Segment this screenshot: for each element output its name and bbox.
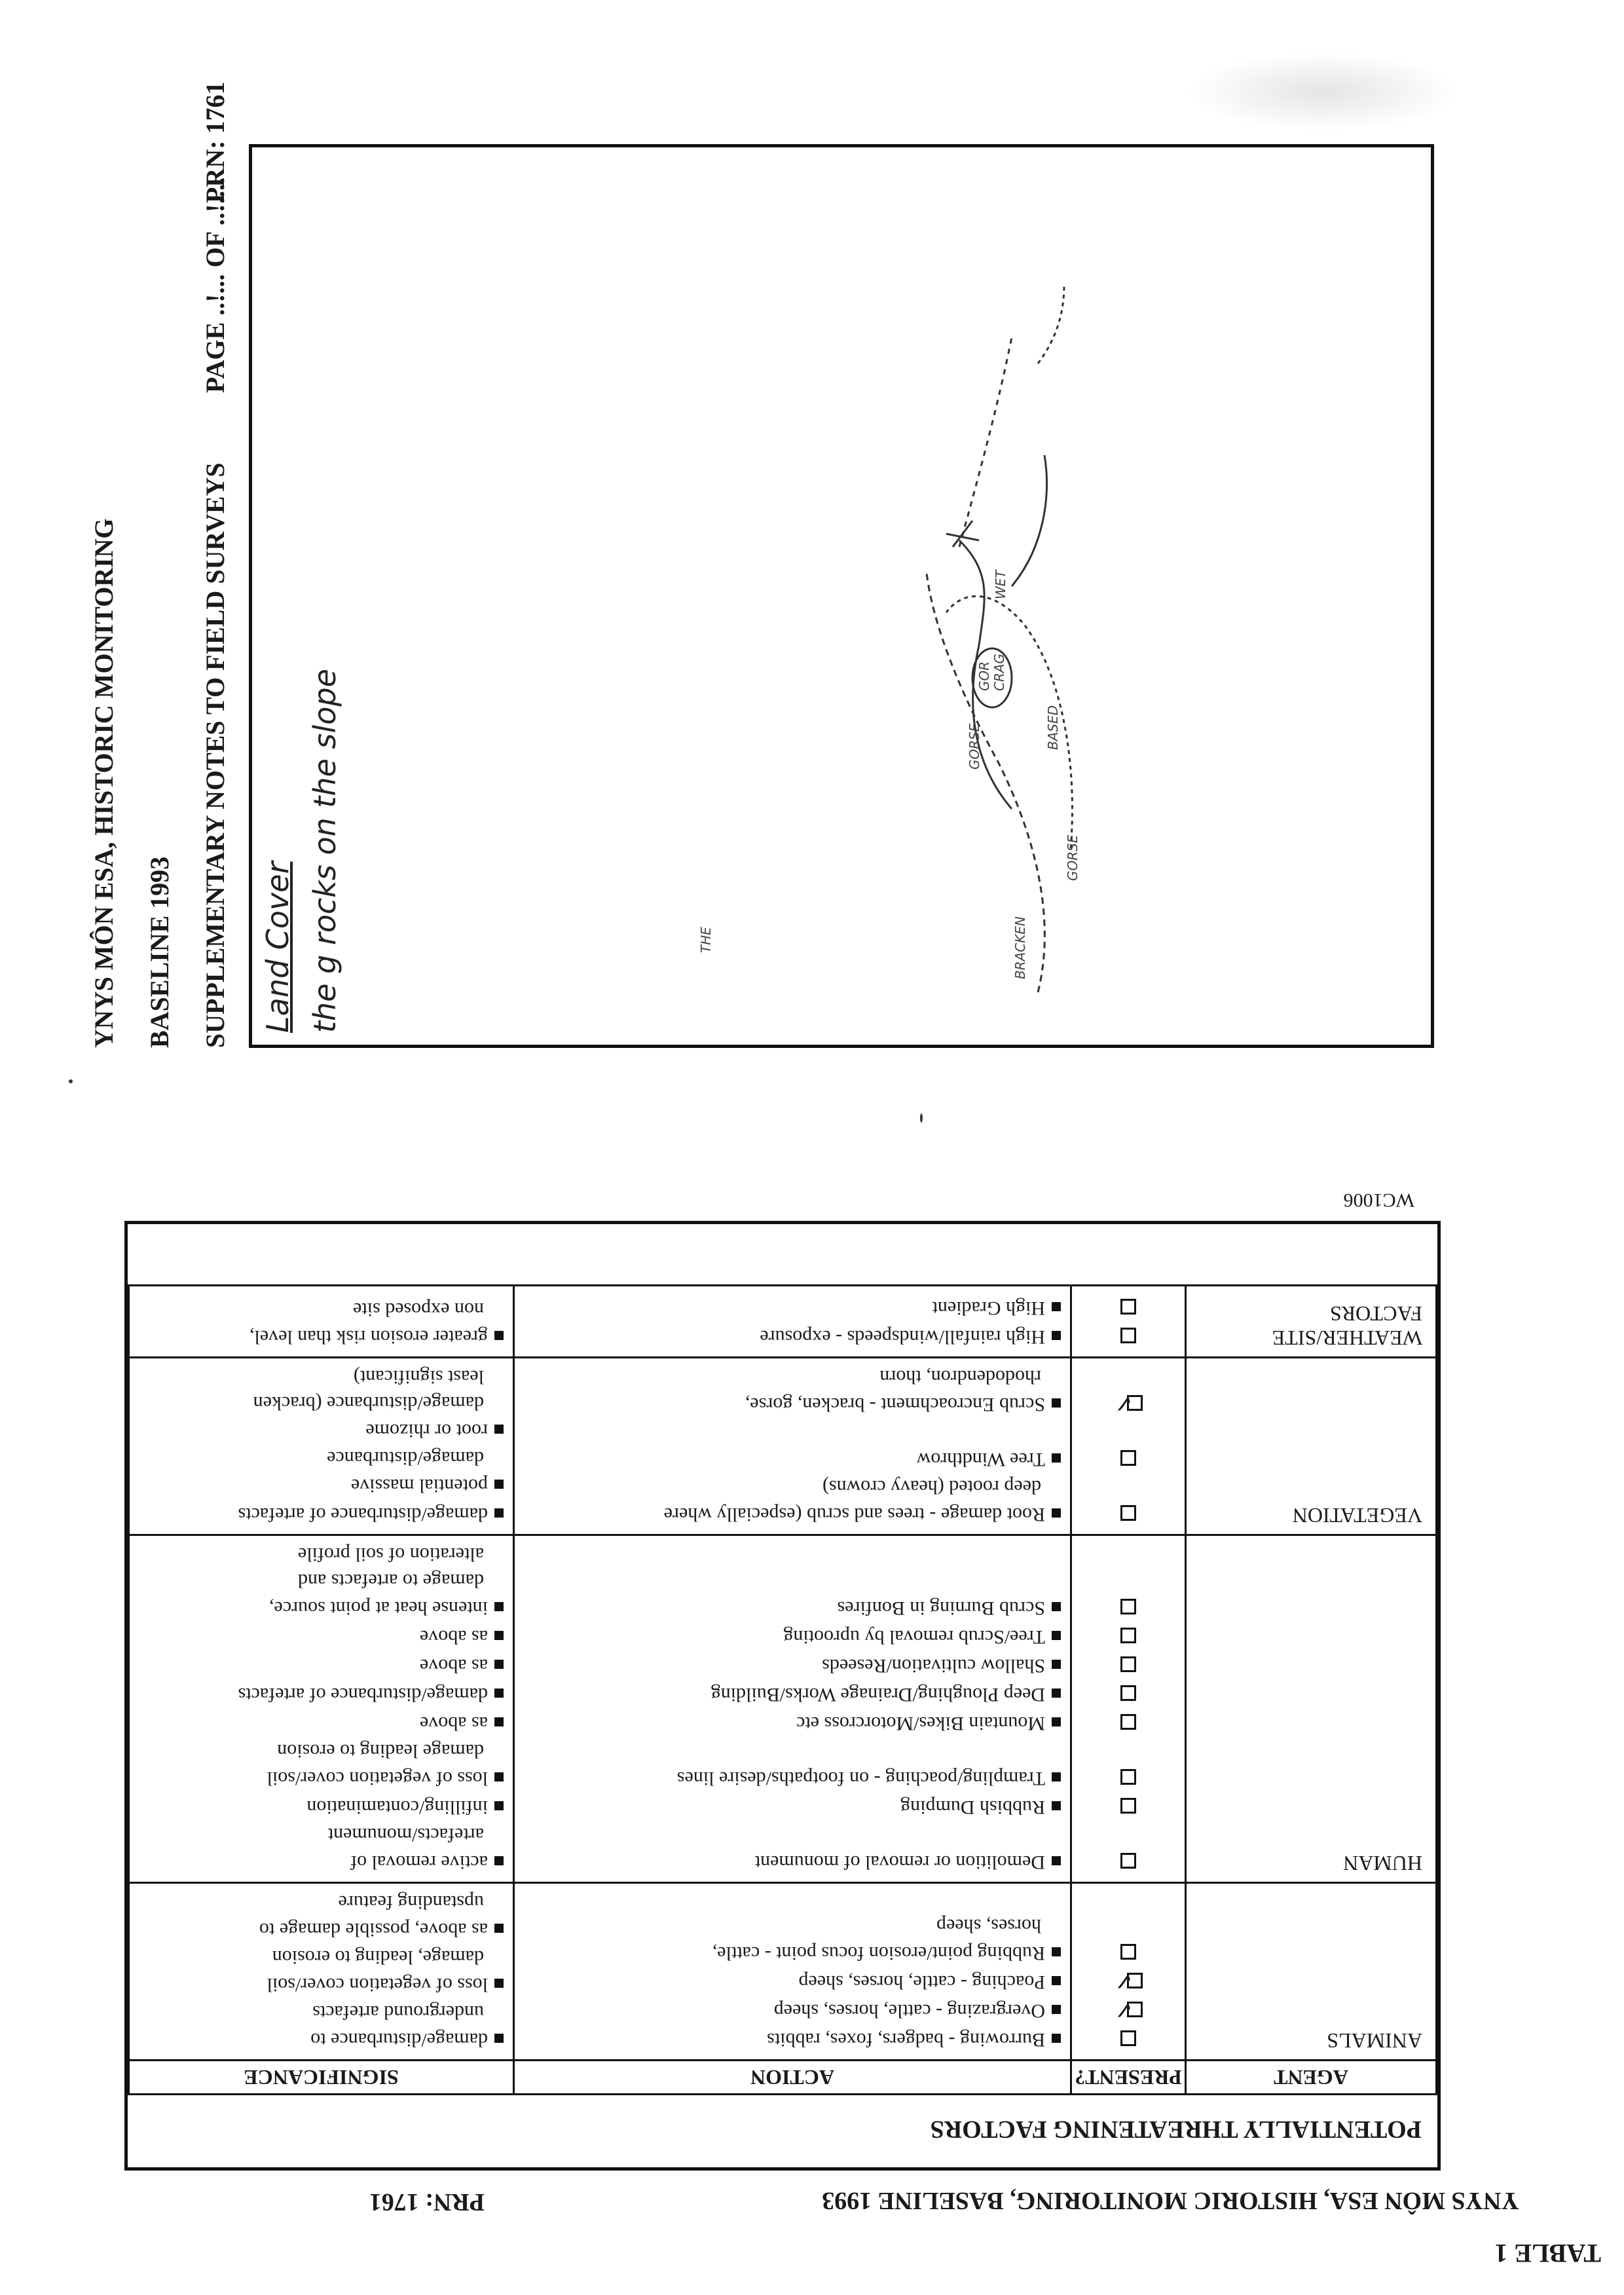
- supplementary-notes-sheet: [39, 39, 1454, 1048]
- action-cell: [514, 1286, 1071, 1358]
- bullet-icon: [1052, 1772, 1061, 1782]
- significance-subtext: alteration of soil profile: [297, 1544, 484, 1565]
- significance-text: loss of vegetation cover/soil: [267, 1768, 488, 1789]
- significance-cell: [129, 1535, 514, 1883]
- action-text: Overgrazing - cattle, horses, sheep: [773, 2000, 1045, 2022]
- bullet-icon: [494, 1772, 504, 1782]
- significance-text: root or rhizome: [365, 1420, 488, 1442]
- significance-text: infilling/contamination: [306, 1797, 488, 1818]
- action-text: High rainfall/windspeeds - exposure: [760, 1326, 1045, 1348]
- present-checkbox[interactable]: [1120, 1853, 1136, 1869]
- bullet-icon: [494, 1480, 504, 1489]
- bullet-icon: [1052, 1856, 1061, 1865]
- significance-text: loss of vegetation cover/soil: [267, 1974, 488, 1996]
- significance-text: as above: [419, 1626, 488, 1648]
- table-row: [129, 1883, 1437, 2061]
- table-row: [129, 1286, 1437, 1358]
- bullet-icon: [1052, 1453, 1061, 1463]
- present-checkbox[interactable]: [1120, 1628, 1136, 1643]
- present-cell: [1071, 1535, 1186, 1883]
- bullet-icon: [494, 1508, 504, 1518]
- bullet-icon: [1052, 1976, 1061, 1985]
- bullet-icon: [1052, 1331, 1061, 1340]
- agent-vegetation: VEGETATION: [1186, 1358, 1437, 1535]
- bullet-icon: [494, 1602, 504, 1611]
- sketch-label: GOR: [976, 661, 992, 691]
- significance-subtext: damage/disturbance: [327, 1447, 484, 1469]
- action-text: Trampling/poaching - on footpaths/desire lines: [676, 1768, 1045, 1789]
- action-text: Deep Ploughing/Drainage Works/Building: [710, 1684, 1045, 1706]
- action-text: Shallow cultivation/Reseeds: [822, 1655, 1045, 1677]
- agent-animals: ANIMALS: [1186, 1883, 1437, 2061]
- bullet-icon: [1052, 1398, 1061, 1408]
- col-significance: SIGNIFICANCE: [129, 2061, 514, 2095]
- bullet-icon: [1052, 1717, 1061, 1726]
- significance-cell: [129, 1883, 514, 2061]
- bullet-icon: [1052, 1689, 1061, 1698]
- header-supplementary: SUPPLEMENTARY NOTES TO FIELD SURVEYS: [200, 462, 230, 1048]
- sketch-label: WET: [993, 570, 1008, 599]
- significance-text: as above: [419, 1713, 488, 1734]
- bullet-icon: [1052, 1602, 1061, 1611]
- action-subtext: horses, sheep: [936, 1915, 1041, 1937]
- action-text: Tree/Scrub removal by uprooting: [783, 1626, 1045, 1648]
- sketch-label: THE: [698, 927, 714, 953]
- action-subtext: rhododendron, thorn: [879, 1366, 1041, 1388]
- action-subtext: deep rooted (heavy crowns): [822, 1476, 1041, 1498]
- significance-text: damage/disturbance to: [310, 2029, 488, 2051]
- agent-human: HUMAN: [1186, 1535, 1437, 1883]
- present-checkbox[interactable]: [1120, 1656, 1136, 1672]
- bullet-icon: [1052, 1508, 1061, 1518]
- significance-text: potential massive: [350, 1475, 488, 1497]
- present-checkbox[interactable]: [1120, 1299, 1136, 1315]
- action-text: High Gradient: [932, 1297, 1045, 1319]
- sketch-note-rocks: the g rocks on the slope: [307, 669, 342, 1033]
- bullet-icon: [1052, 1631, 1061, 1640]
- table-prn: PRN: 1761: [369, 2188, 485, 2216]
- form-code: WC1006: [1343, 1189, 1414, 1211]
- sketch-box: [249, 144, 1434, 1048]
- bullet-icon: [494, 1801, 504, 1810]
- sketch-note-land-cover: Land Cover: [260, 861, 295, 1033]
- action-text: Rubbing point/erosion focus point - cattle,: [712, 1943, 1045, 1964]
- bullet-icon: [494, 1924, 504, 1933]
- bullet-icon: [1052, 1947, 1061, 1956]
- significance-text: as above, possible damage to: [259, 1919, 488, 1941]
- header-baseline: BASELINE 1993: [145, 856, 174, 1048]
- col-agent: AGENT: [1186, 2061, 1437, 2095]
- significance-text: damage/disturbance of artefacts: [238, 1504, 488, 1525]
- bullet-icon: [494, 1979, 504, 1988]
- table-label: TABLE 1: [1494, 2239, 1601, 2268]
- significance-subtext: non exposed site: [353, 1299, 484, 1320]
- present-checkbox[interactable]: [1120, 1505, 1136, 1521]
- bullet-icon: [494, 1331, 504, 1340]
- present-checkbox[interactable]: [1120, 1944, 1136, 1960]
- action-text: Scrub Encroachment - bracken, gorse,: [745, 1394, 1045, 1415]
- significance-subtext: artefacts/monument: [327, 1824, 484, 1846]
- present-cell: [1071, 1286, 1186, 1358]
- col-action: ACTION: [514, 2061, 1071, 2095]
- significance-cell: [129, 1358, 514, 1535]
- bullet-icon: [1052, 2005, 1061, 2014]
- action-text: Root damage - trees and scrub (especially where: [663, 1504, 1045, 1525]
- bullet-icon: [494, 1689, 504, 1698]
- action-text: Burrowing - badgers, foxes, rabbits: [767, 2029, 1045, 2051]
- header-prn: PRN: 1761: [200, 81, 230, 203]
- bullet-icon: [494, 1856, 504, 1865]
- threat-table-sheet: [0, 1142, 1624, 2295]
- significance-text: as above: [419, 1655, 488, 1677]
- action-cell: [514, 1358, 1071, 1535]
- action-text: Scrub Burning in Bonfires: [837, 1597, 1045, 1619]
- header-page: PAGE ..!... OF ..!....: [200, 177, 230, 393]
- site-sketch: [252, 147, 1431, 1045]
- significance-subtext: damage/disturbance (bracken: [253, 1392, 484, 1414]
- present-checkbox[interactable]: [1120, 2030, 1136, 2046]
- threat-table: [128, 1284, 1437, 2095]
- agent-weather: WEATHER/SITE FACTORS: [1186, 1286, 1437, 1358]
- bullet-icon: [1052, 1302, 1061, 1311]
- checkmark-icon: ✓: [1113, 1996, 1134, 2023]
- present-checkbox[interactable]: [1120, 1328, 1136, 1343]
- present-checkbox[interactable]: [1120, 1714, 1136, 1730]
- table-row: [129, 1535, 1437, 1883]
- action-text: Tree Windthrow: [916, 1449, 1045, 1470]
- bullet-icon: [1052, 1660, 1061, 1669]
- table-row: [129, 1358, 1437, 1535]
- scan-speck: [69, 1079, 73, 1083]
- action-text: Rubbish Dumping: [900, 1797, 1045, 1818]
- significance-subtext: least significant): [353, 1366, 484, 1388]
- significance-text: greater erosion risk than level,: [249, 1326, 488, 1348]
- present-cell: [1071, 1883, 1186, 2061]
- bullet-icon: [494, 1660, 504, 1669]
- significance-subtext: damage, leading to erosion: [272, 1947, 484, 1968]
- bullet-icon: [1052, 1801, 1061, 1810]
- significance-subtext: damage leading to erosion: [277, 1740, 484, 1762]
- significance-subtext: upstanding feature: [338, 1892, 484, 1913]
- header-title: YNYS MÔN ESA, HISTORIC MONITORING: [89, 518, 119, 1048]
- present-checkbox[interactable]: [1120, 1450, 1136, 1466]
- sketch-label: GORSE: [1065, 834, 1080, 881]
- action-text: Mountain Bikes/Motorcross etc: [796, 1713, 1045, 1734]
- bullet-icon: [494, 1425, 504, 1434]
- sketch-label: GORSE: [967, 723, 982, 770]
- present-checkbox[interactable]: [1120, 1769, 1136, 1785]
- significance-text: active removal of: [350, 1852, 488, 1873]
- action-text: Demolition or removal of monument: [754, 1852, 1045, 1873]
- bullet-icon: [494, 1631, 504, 1640]
- sketch-label: BRACKEN: [1012, 916, 1028, 979]
- threat-frame: [124, 1221, 1441, 2171]
- action-cell: [514, 1535, 1071, 1883]
- checkmark-icon: ✓: [1113, 1389, 1134, 1417]
- significance-subtext: underground artefacts: [312, 2002, 484, 2023]
- checkmark-icon: ✓: [1113, 1967, 1134, 1994]
- significance-subtext: damage to artefacts and: [297, 1570, 484, 1592]
- sketch-label: BASED: [1045, 705, 1061, 750]
- table-title: YNYS MÔN ESA, HISTORIC MONITORING, BASELINE 1993: [822, 2187, 1519, 2214]
- significance-cell: [129, 1286, 514, 1358]
- bullet-icon: [494, 1717, 504, 1726]
- action-cell: [514, 1883, 1071, 2061]
- frame-title: POTENTIALLY THREATENING FACTORS: [930, 2116, 1422, 2143]
- sketch-label: CRAG: [991, 653, 1007, 691]
- present-checkbox[interactable]: [1120, 1685, 1136, 1701]
- action-text: Poaching - cattle, horses, sheep: [798, 1971, 1045, 1993]
- present-cell: [1071, 1358, 1186, 1535]
- significance-text: intense heat at point source,: [268, 1597, 488, 1619]
- col-present: PRESENT?: [1071, 2061, 1186, 2095]
- significance-text: damage/disturbance of artefacts: [238, 1684, 488, 1706]
- present-checkbox[interactable]: [1120, 1798, 1136, 1814]
- bullet-icon: [1052, 2034, 1061, 2043]
- present-checkbox[interactable]: [1120, 1599, 1136, 1614]
- scan-speck: [920, 1113, 923, 1123]
- bullet-icon: [494, 2034, 504, 2043]
